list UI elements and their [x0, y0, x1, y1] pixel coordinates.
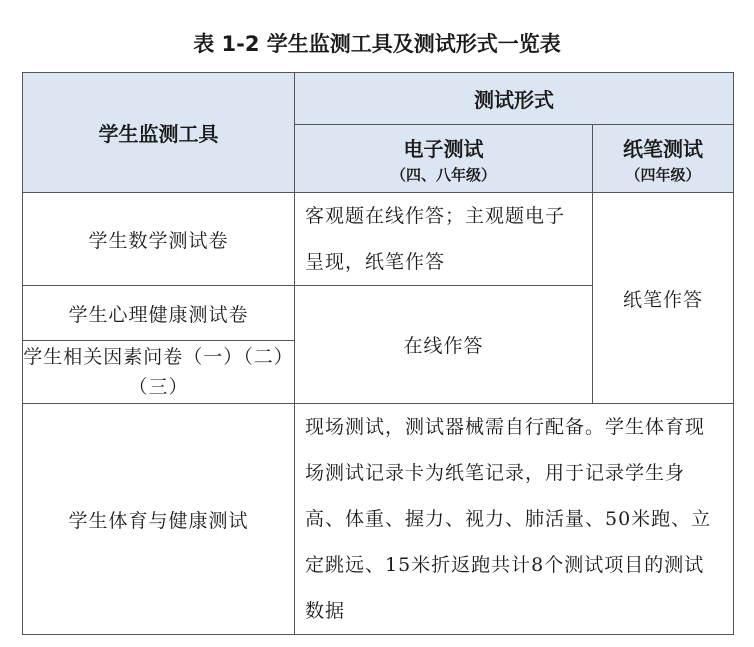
tool-column-header [23, 73, 295, 193]
electronic-test-label: 电子测试 [403, 136, 484, 161]
math-test-cell: 学生数学测试卷 [23, 193, 295, 286]
factors-questionnaire-cell [23, 341, 295, 404]
pe-test-cell: 学生体育与健康测试 [23, 404, 295, 635]
tool-column-label: 学生监测工具 [98, 122, 219, 146]
pe-description-cell: 现场测试，测试器械需自行配备。学生体育现场测试记录卡为纸笔记录，用于记录学生身高、体重、握力、视力、肺活量、50米跑、立定跳远、15米折返跑共计8个测试项目的测试数据 [295, 404, 734, 635]
math-electronic-cell: 客观题在线作答；主观题电子呈现，纸笔作答 [295, 193, 593, 286]
online-answer-cell: 在线作答 [295, 286, 593, 404]
monitoring-tools-table [22, 72, 734, 635]
paper-answer-cell: 纸笔作答 [593, 193, 734, 404]
paper-test-header [593, 125, 734, 193]
test-form-header [295, 73, 734, 125]
table-caption: 表 1-2 学生监测工具及测试形式一览表 [193, 32, 561, 56]
electronic-test-header [295, 125, 593, 193]
psych-test-cell: 学生心理健康测试卷 [23, 286, 295, 341]
test-form-label: 测试形式 [474, 88, 554, 112]
paper-test-label: 纸笔测试 [623, 136, 703, 161]
paper-grade-label: （四年级） [625, 165, 701, 184]
electronic-grade-label: （四、八年级） [390, 165, 496, 184]
factors-questionnaire-label: 学生相关因素问卷（一）（二）（三） [23, 346, 294, 398]
